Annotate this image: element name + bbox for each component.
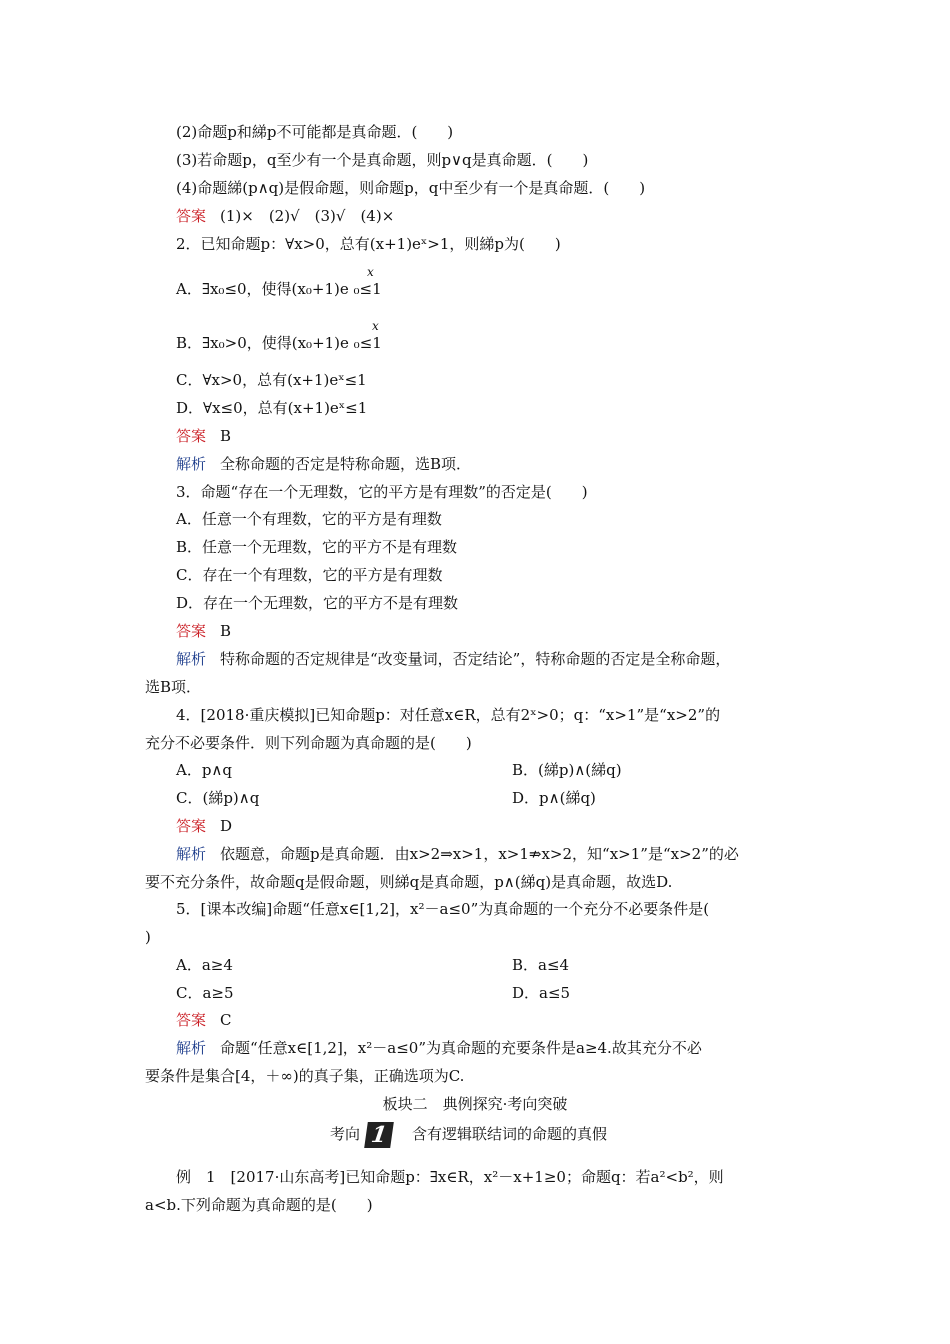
option-3b: B．任意一个无理数，它的平方不是有理数 bbox=[176, 538, 458, 556]
explanation-text: 命题“任意x∈[1,2]，x²－a≤0”为真命题的充要条件是a≥4.故其充分不必 bbox=[220, 1039, 702, 1057]
explanation-label: 解析 bbox=[176, 845, 207, 863]
question-5-continued: ) bbox=[145, 928, 151, 946]
explanation-text: 特称命题的否定规律是“改变量词，否定结论”，特称命题的否定是全称命题， bbox=[220, 650, 731, 668]
answer-2 bbox=[176, 426, 231, 446]
explanation-5 bbox=[176, 1038, 702, 1058]
option-5d: D．a≤5 bbox=[512, 984, 571, 1002]
option-2c: C．∀x>0，总有(x+1)eˣ≤1 bbox=[176, 371, 367, 389]
question-3: 3．命题“存在一个无理数，它的平方是有理数”的否定是( ) bbox=[176, 483, 588, 501]
explanation-label: 解析 bbox=[176, 455, 207, 473]
explanation-2 bbox=[176, 454, 471, 474]
answer-text: C bbox=[220, 1011, 232, 1029]
option-5a: A．a≥4 bbox=[176, 956, 233, 974]
explanation-3 bbox=[176, 649, 730, 669]
question-2: 2．已知命题p：∀x>0，总有(x+1)eˣ>1，则綈p为( ) bbox=[176, 235, 561, 253]
explanation-text: 依题意，命题p是真命题．由x>2⇒x>1，x>1⇏x>2，知“x>1”是“x>2”的必 bbox=[220, 845, 739, 863]
option-4b: B．(綈p)∧(綈q) bbox=[512, 761, 622, 779]
explanation-5-continued: 要条件是集合[4，＋∞)的真子集，正确选项为C. bbox=[145, 1067, 465, 1085]
explanation-label: 解析 bbox=[176, 1039, 207, 1057]
direction-number-badge: 1 bbox=[364, 1122, 394, 1148]
option-4d: D．p∧(綈q) bbox=[512, 789, 596, 807]
explanation-label: 解析 bbox=[176, 650, 207, 668]
item-2: (2)命题p和綈p不可能都是真命题．( ) bbox=[176, 123, 454, 141]
option-5c: C．a≥5 bbox=[176, 984, 234, 1002]
question-4: 4．[2018·重庆模拟]已知命题p：对任意x∈R，总有2ˣ>0；q：“x>1”是“x>2”的 bbox=[176, 706, 721, 724]
answer-label: 答案 bbox=[176, 817, 207, 835]
direction-title: 含有逻辑联结词的命题的真假 bbox=[412, 1125, 608, 1143]
answer-4 bbox=[176, 816, 232, 836]
explanation-4 bbox=[176, 844, 739, 864]
superscript-x: x bbox=[367, 265, 374, 279]
section-heading: 板块二 典例探究·考向突破 bbox=[382, 1095, 568, 1113]
answer-5 bbox=[176, 1010, 232, 1030]
example-1-continued: a<b.下列命题为真命题的是( ) bbox=[145, 1196, 373, 1214]
answer-label: 答案 bbox=[176, 427, 207, 445]
example-1: 例 1 [2017·山东高考]已知命题p：∃x∈R，x²－x+1≥0；命题q：若a²<b²，则 bbox=[176, 1168, 724, 1186]
explanation-3-continued: 选B项． bbox=[145, 678, 202, 696]
option-3d: D．存在一个无理数，它的平方不是有理数 bbox=[176, 594, 459, 612]
option-3c: C．存在一个有理数，它的平方是有理数 bbox=[176, 566, 443, 584]
explanation-4-continued: 要不充分条件，故命题q是假命题，则綈q是真命题，p∧(綈q)是真命题，故选D. bbox=[145, 873, 673, 891]
answer-1 bbox=[176, 206, 394, 226]
superscript-x: x bbox=[372, 319, 379, 333]
option-5b: B．a≤4 bbox=[512, 956, 570, 974]
answer-3 bbox=[176, 621, 231, 641]
question-5: 5．[课本改编]命题“任意x∈[1,2]，x²－a≤0”为真命题的一个充分不必要条件是( bbox=[176, 900, 710, 918]
question-4-continued: 充分不必要条件．则下列命题为真命题的是( ) bbox=[145, 734, 472, 752]
answer-label: 答案 bbox=[176, 622, 207, 640]
answer-text: B bbox=[220, 427, 232, 445]
option-2b: B．∃x₀>0，使得(x₀+1)e ₀≤1 bbox=[176, 334, 382, 352]
item-4: (4)命题綈(p∧q)是假命题，则命题p，q中至少有一个是真命题．( ) bbox=[176, 179, 646, 197]
option-2d: D．∀x≤0，总有(x+1)eˣ≤1 bbox=[176, 399, 368, 417]
answer-text: D bbox=[220, 817, 233, 835]
answer-label: 答案 bbox=[176, 1011, 207, 1029]
explanation-text: 全称命题的否定是特称命题，选B项． bbox=[220, 455, 472, 473]
direction-heading bbox=[330, 1120, 607, 1148]
option-4a: A．p∧q bbox=[176, 761, 233, 779]
answer-label: 答案 bbox=[176, 207, 207, 225]
answer-text: (1)× (2)√ (3)√ (4)× bbox=[220, 207, 395, 225]
option-4c: C．(綈p)∧q bbox=[176, 789, 260, 807]
answer-text: B bbox=[220, 622, 232, 640]
direction-prefix: 考向 bbox=[330, 1125, 361, 1143]
option-2a: A．∃x₀≤0，使得(x₀+1)e ₀≤1 bbox=[176, 280, 382, 298]
option-3a: A．任意一个有理数，它的平方是有理数 bbox=[176, 510, 442, 528]
item-3: (3)若命题p，q至少有一个是真命题，则p∨q是真命题．( ) bbox=[176, 151, 589, 169]
